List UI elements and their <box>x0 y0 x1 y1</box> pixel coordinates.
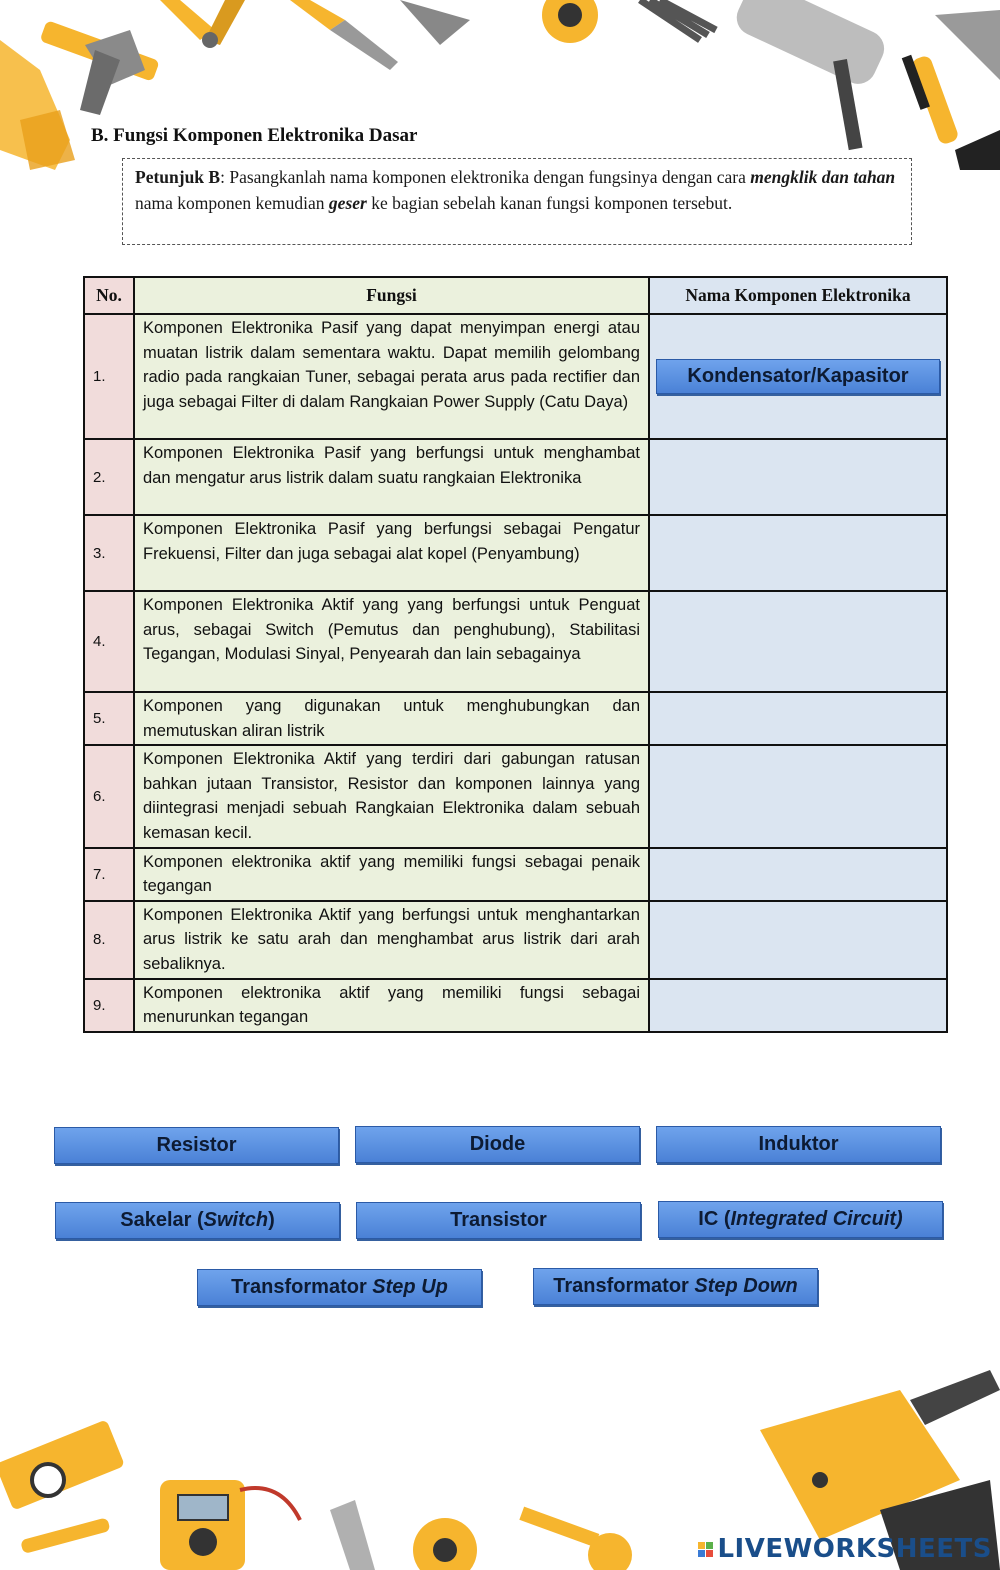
row-number: 7. <box>84 848 134 901</box>
row-function: Komponen elektronika aktif yang memiliki fungsi sebagai penaik tegangan <box>134 848 649 901</box>
option-ic-italic: Integrated Circuit) <box>730 1208 903 1230</box>
table-row <box>84 692 947 745</box>
placed-answer-kondensator[interactable]: Kondensator/Kapasitor <box>656 359 940 394</box>
drop-zone-1[interactable] <box>649 314 947 439</box>
row-function: Komponen Elektronika Aktif yang terdiri dari gabungan ratusan bahkan jutaan Transistor, Resistor dan komponen lainnya yang diintegrasi menjadi sebuah Rangkaian Elektronika dalam sebuah kemasan kecil. <box>134 745 649 847</box>
drop-zone-9[interactable] <box>649 979 947 1032</box>
row-function: Komponen Elektronika Aktif yang yang berfungsi untuk Penguat arus, sebagai Switch (Pemutus dan penghubung), Stabilitasi Tegangan, Modulasi Sinyal, Penyearah dan lain sebagainya <box>134 591 649 692</box>
instructions-text-3: ke bagian sebelah kanan fungsi komponen tersebut. <box>366 193 733 213</box>
instructions-label: Petunjuk B <box>135 167 221 187</box>
table-row <box>84 979 947 1032</box>
option-trafo-step-up[interactable] <box>197 1269 482 1306</box>
drop-zone-7[interactable] <box>649 848 947 901</box>
logo-text: LIVEWORKSHEETS <box>717 1534 992 1564</box>
row-number: 4. <box>84 591 134 692</box>
row-number: 8. <box>84 901 134 979</box>
option-ic-label: IC ( <box>698 1208 731 1230</box>
row-number: 3. <box>84 515 134 591</box>
table-row <box>84 901 947 979</box>
option-diode[interactable]: Diode <box>355 1126 640 1163</box>
option-ic[interactable] <box>658 1201 943 1238</box>
option-trafo-down-label: Transformator <box>553 1275 689 1297</box>
drop-zone-4[interactable] <box>649 591 947 692</box>
drop-zone-2[interactable] <box>649 439 947 515</box>
table-row <box>84 515 947 591</box>
option-induktor[interactable]: Induktor <box>656 1126 941 1163</box>
table-header-row <box>84 277 947 314</box>
instructions-emphasis-2: geser <box>328 193 367 213</box>
logo-icon <box>698 1542 713 1557</box>
drop-zone-5[interactable] <box>649 692 947 745</box>
table-row <box>84 591 947 692</box>
option-trafo-step-down[interactable] <box>533 1268 818 1305</box>
table-row <box>84 848 947 901</box>
row-function: Komponen yang digunakan untuk menghubungkan dan memutuskan aliran listrik <box>134 692 649 745</box>
drop-zone-6[interactable] <box>649 745 947 847</box>
drop-zone-3[interactable] <box>649 515 947 591</box>
option-sakelar-label: Sakelar ( <box>120 1209 204 1231</box>
instructions-emphasis-1: mengklik dan tahan <box>750 167 896 187</box>
row-number: 5. <box>84 692 134 745</box>
option-resistor[interactable]: Resistor <box>54 1127 339 1164</box>
liveworksheets-logo <box>698 1534 992 1564</box>
row-function: Komponen Elektronika Aktif yang berfungsi untuk menghantarkan arus listrik ke satu arah dan menghambat arus listrik dari arah sebaliknya. <box>134 901 649 979</box>
instructions-text-1: : Pasangkanlah nama komponen elektronika dengan fungsinya dengan cara <box>220 167 751 187</box>
option-sakelar[interactable] <box>55 1202 340 1239</box>
header-name: Nama Komponen Elektronika <box>649 277 947 314</box>
row-number: 1. <box>84 314 134 439</box>
row-function: Komponen elektronika aktif yang memiliki fungsi sebagai menurunkan tegangan <box>134 979 649 1032</box>
table-row <box>84 314 947 439</box>
row-function: Komponen Elektronika Pasif yang berfungsi sebagai Pengatur Frekuensi, Filter dan juga sebagai alat kopel (Penyambung) <box>134 515 649 591</box>
option-sakelar-italic: Switch <box>203 1209 269 1231</box>
row-number: 2. <box>84 439 134 515</box>
header-function: Fungsi <box>134 277 649 314</box>
option-trafo-down-italic: Step Down <box>694 1275 798 1297</box>
instructions-box <box>122 158 912 245</box>
table-row <box>84 439 947 515</box>
row-number: 9. <box>84 979 134 1032</box>
header-no: No. <box>84 277 134 314</box>
option-transistor[interactable]: Transistor <box>356 1202 641 1239</box>
option-trafo-up-label: Transformator <box>231 1276 367 1298</box>
drop-zone-8[interactable] <box>649 901 947 979</box>
matching-table <box>83 276 948 1033</box>
instructions-text-2: nama komponen kemudian <box>135 193 329 213</box>
row-number: 6. <box>84 745 134 847</box>
option-sakelar-close: ) <box>268 1209 275 1231</box>
option-trafo-up-italic: Step Up <box>372 1276 448 1298</box>
row-function: Komponen Elektronika Pasif yang berfungsi untuk menghambat dan mengatur arus listrik dalam suatu rangkaian Elektronika <box>134 439 649 515</box>
section-title: B. Fungsi Komponen Elektronika Dasar <box>91 125 418 146</box>
row-function: Komponen Elektronika Pasif yang dapat menyimpan energi atau muatan listrik dalam sementara waktu. Dapat memilih gelombang radio pada rangkaian Tuner, sebagai perata arus pada rectifier dan juga sebagai Filter di dalam Rangkaian Power Supply (Catu Daya) <box>134 314 649 439</box>
table-row <box>84 745 947 847</box>
